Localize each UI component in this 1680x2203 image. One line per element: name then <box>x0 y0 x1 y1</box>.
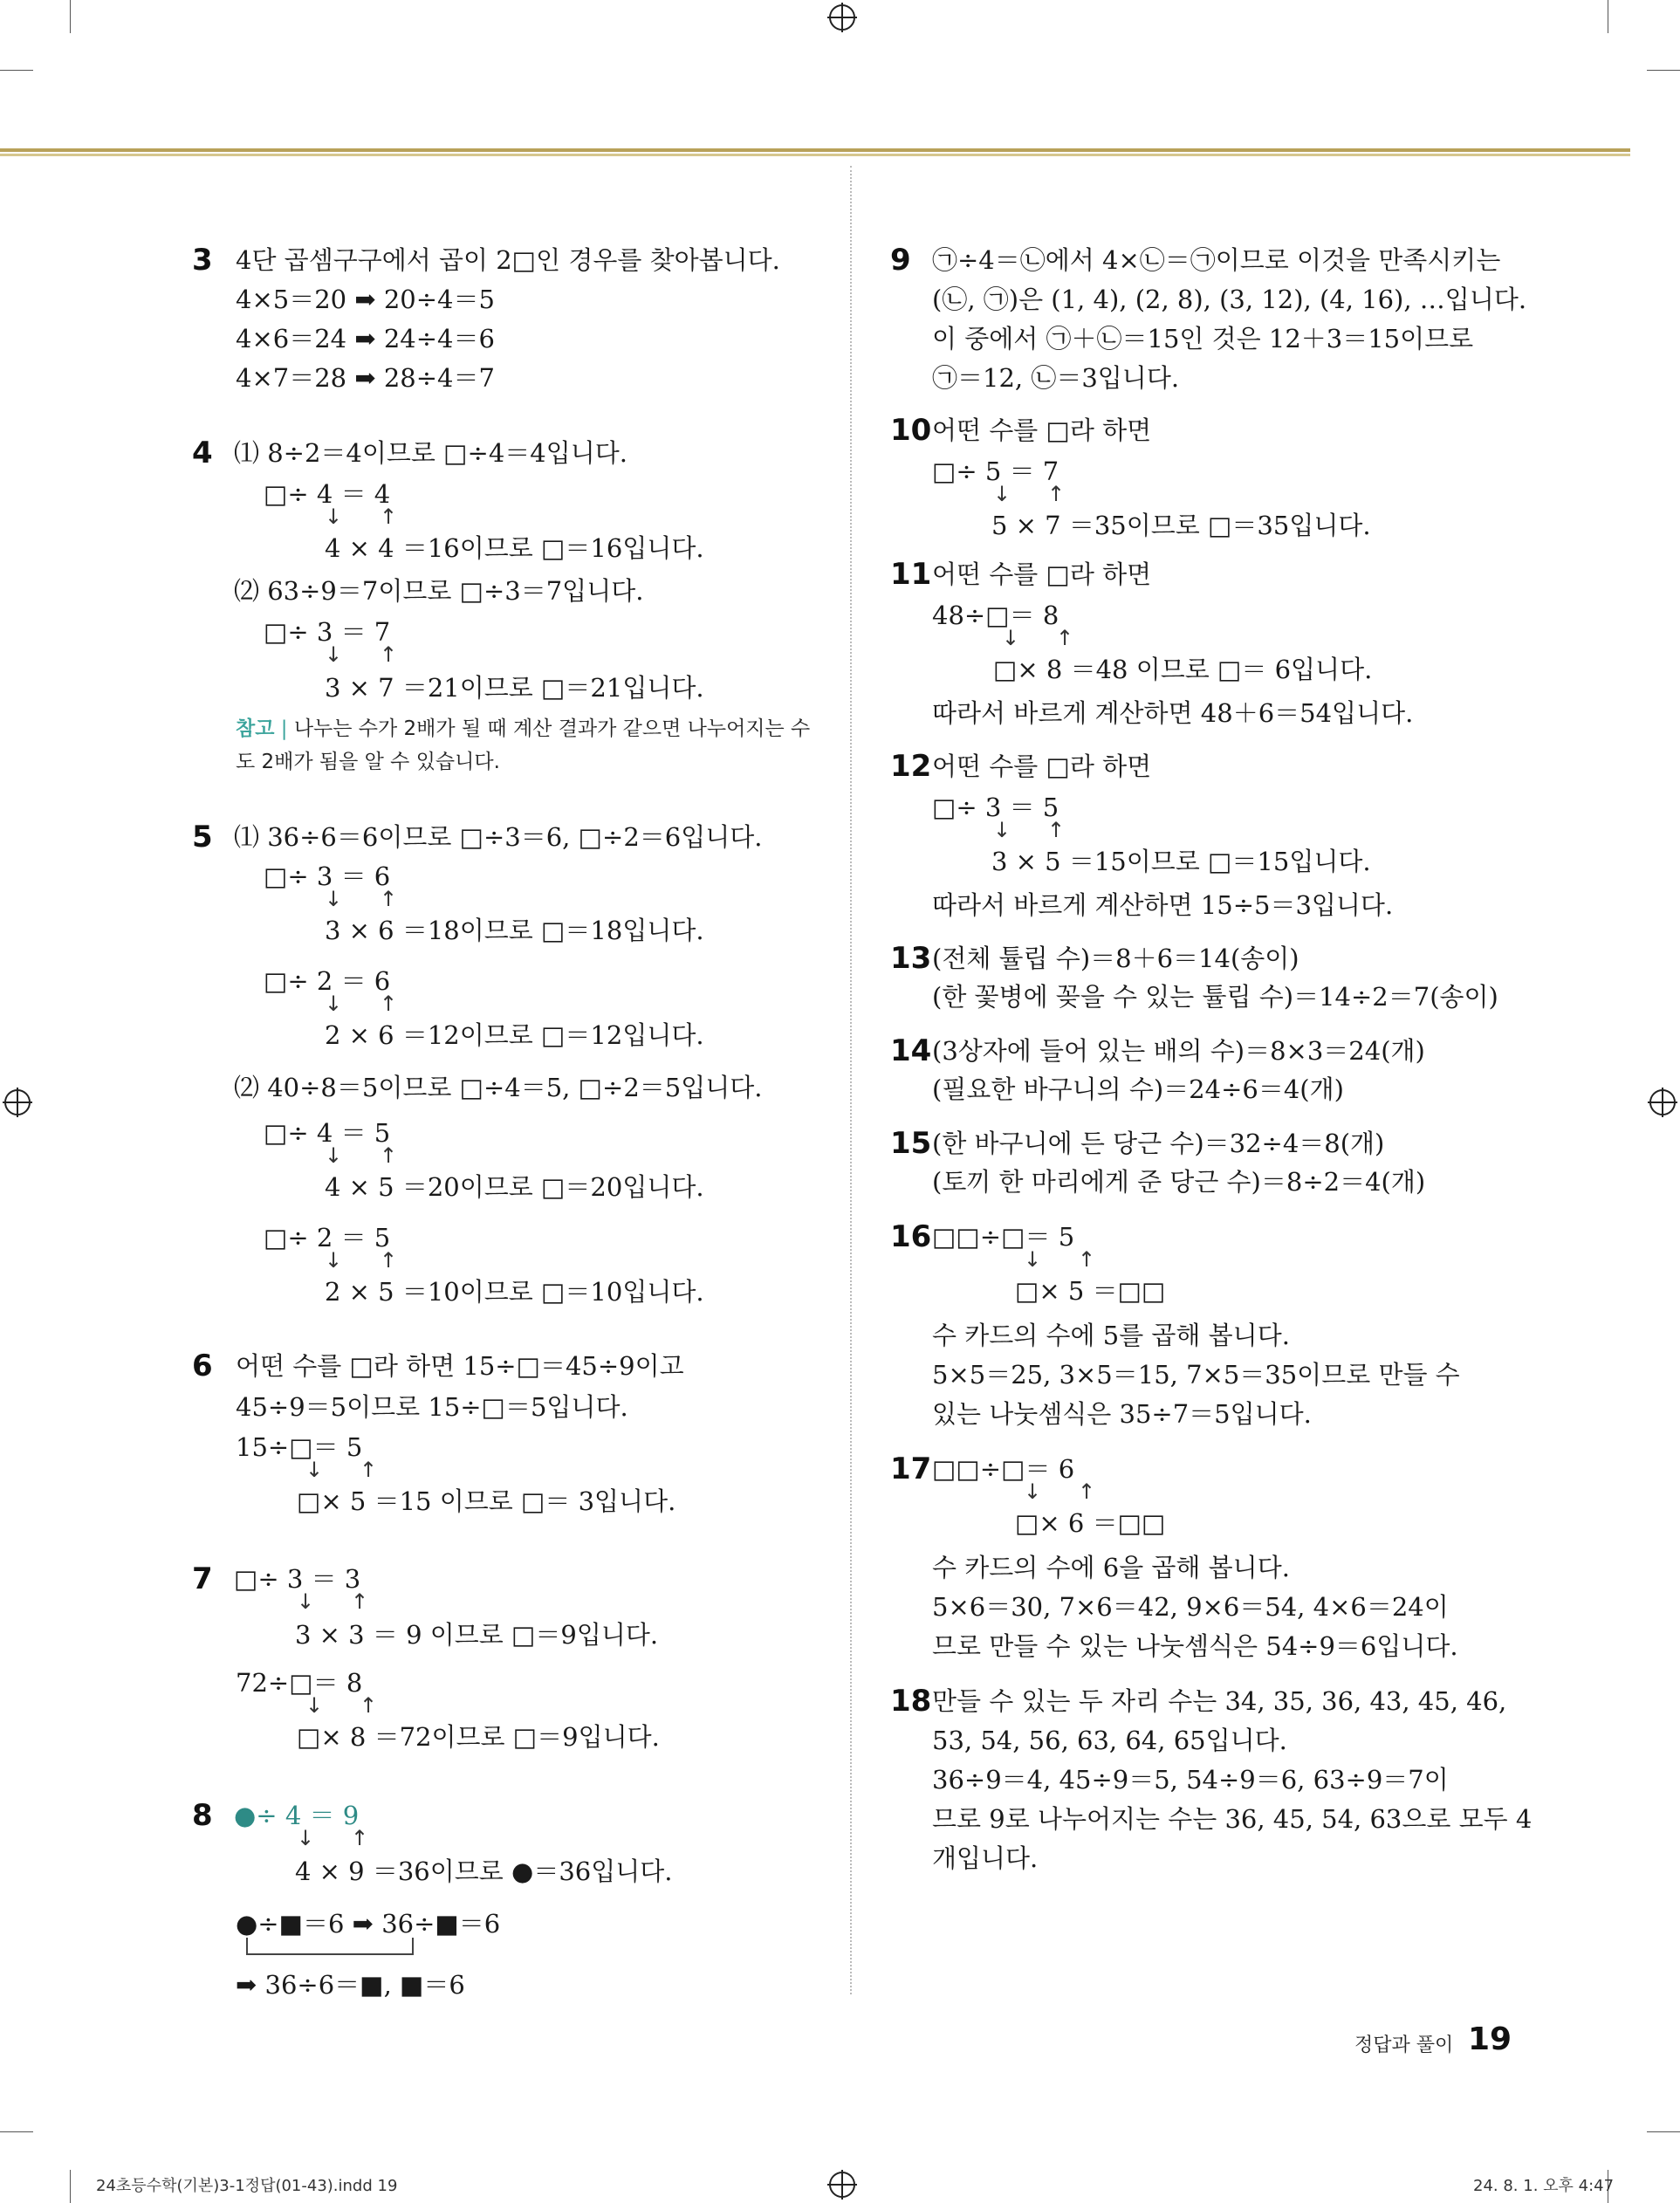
crop-mark <box>1647 2131 1680 2132</box>
up-arrow-icon: ↑ <box>1047 818 1066 842</box>
problem-number: 13 <box>890 941 932 976</box>
up-arrow-icon: ↑ <box>380 992 398 1016</box>
up-arrow-icon: ↑ <box>1078 1479 1096 1504</box>
down-arrow-icon: ↓ <box>325 1248 343 1273</box>
registration-mark-icon <box>829 2172 855 2198</box>
solution-line: 72÷□＝ 8 <box>236 1668 363 1698</box>
solution-line: 어떤 수를 □라 하면 <box>932 751 1152 781</box>
note-text: 나누는 수가 2배가 될 때 계산 결과가 같으면 나누어지는 수 <box>293 717 811 740</box>
down-arrow-icon: ↓ <box>325 887 343 911</box>
registration-mark-icon <box>829 4 855 31</box>
solution-line: □× 8 ＝72이므로 □＝9입니다. <box>297 1722 660 1752</box>
footer-filename: 24초등수학(기본)3-1정답(01-43).indd 19 <box>96 2177 398 2195</box>
note-label: 참고 <box>236 717 275 740</box>
up-arrow-icon: ↑ <box>380 504 398 529</box>
down-arrow-icon: ↓ <box>305 1693 324 1718</box>
header-rule-secondary <box>0 154 1630 156</box>
solution-line: 36÷9＝4, 45÷9＝5, 54÷9＝6, 63÷9＝7이 <box>932 1765 1449 1795</box>
problem-number: 5 <box>192 820 213 854</box>
crop-mark <box>1647 70 1680 71</box>
solution-line: (㉡, ㉠)은 (1, 4), (2, 8), (3, 12), (4, 16), …입니다. <box>932 285 1527 314</box>
solution-line: 어떤 수를 □라 하면 <box>932 559 1152 589</box>
solution-line: □÷ 4 ＝ 4 <box>264 479 391 509</box>
down-arrow-icon: ↓ <box>1024 1479 1042 1504</box>
solution-line: 므로 만들 수 있는 나눗셈식은 54÷9＝6입니다. <box>932 1631 1458 1661</box>
solution-line: □× 5 ＝15 이므로 □＝ 3입니다. <box>297 1486 676 1516</box>
note-line: 참고 | 나누는 수가 2배가 될 때 계산 결과가 같으면 나누어지는 수 <box>236 717 811 740</box>
solution-line: □÷ 3 ＝ 5 <box>932 793 1059 822</box>
solution-line: ㉠÷4＝㉡에서 4×㉡＝㉠이므로 이것을 만족시키는 <box>932 245 1501 275</box>
solution-line: 만들 수 있는 두 자리 수는 34, 35, 36, 43, 45, 46, <box>932 1686 1507 1716</box>
solution-line: 있는 나눗셈식은 35÷7＝5입니다. <box>932 1399 1312 1429</box>
solution-line: 3 × 5 ＝15이므로 □＝15입니다. <box>991 847 1371 876</box>
up-arrow-icon: ↑ <box>380 1143 398 1168</box>
solution-line: □÷ 5 ＝ 7 <box>932 456 1059 486</box>
solution-line: (필요한 바구니의 수)＝24÷6＝4(개) <box>932 1074 1344 1104</box>
registration-mark-icon <box>1649 1089 1676 1115</box>
solution-line: 이 중에서 ㉠＋㉡＝15인 것은 12＋3＝15이므로 <box>932 324 1474 353</box>
solution-line: □× 8 ＝48 이므로 □＝ 6입니다. <box>993 655 1373 684</box>
solution-line: (3상자에 들어 있는 배의 수)＝8×3＝24(개) <box>932 1036 1425 1066</box>
solution-line: □÷ 2 ＝ 6 <box>264 966 391 996</box>
solution-line: 므로 9로 나누어지는 수는 36, 45, 54, 63으로 모두 4 <box>932 1804 1533 1834</box>
header-rule <box>0 148 1630 152</box>
solution-line: ●÷ 4 ＝ 9 <box>234 1801 360 1830</box>
solution-line: 4 × 5 ＝20이므로 □＝20입니다. <box>325 1172 704 1202</box>
solution-line: 따라서 바르게 계산하면 15÷5＝3입니다. <box>932 890 1394 920</box>
solution-line: 4×7＝28 ➡ 28÷4＝7 <box>236 363 495 393</box>
solution-line: 3 × 6 ＝18이므로 □＝18입니다. <box>325 916 704 945</box>
solution-line: 수 카드의 수에 5를 곱해 봅니다. <box>932 1321 1290 1350</box>
solution-line: ㉠＝12, ㉡＝3입니다. <box>932 363 1180 393</box>
up-arrow-icon: ↑ <box>1078 1247 1096 1272</box>
problem-number: 12 <box>890 749 932 784</box>
solution-line: 15÷□＝ 5 <box>236 1432 363 1462</box>
solution-line: 48÷□＝ 8 <box>932 601 1059 630</box>
registration-mark-icon <box>4 1089 31 1115</box>
solution-line: ⑵ 40÷8＝5이므로 □÷4＝5, □÷2＝5입니다. <box>234 1073 763 1102</box>
down-arrow-icon: ↓ <box>1002 626 1020 650</box>
problem-number: 6 <box>192 1349 213 1383</box>
crop-mark <box>0 70 33 71</box>
up-arrow-icon: ↑ <box>1047 482 1066 506</box>
down-arrow-icon: ↓ <box>993 818 1011 842</box>
solution-line: 어떤 수를 □라 하면 <box>932 415 1152 445</box>
problem-number: 10 <box>890 413 932 448</box>
solution-line: 2 × 6 ＝12이므로 □＝12입니다. <box>325 1020 704 1050</box>
solution-line: 어떤 수를 □라 하면 15÷□＝45÷9이고 <box>236 1351 684 1381</box>
solution-line: □□÷□＝ 6 <box>932 1454 1075 1484</box>
solution-line: 2 × 5 ＝10이므로 □＝10입니다. <box>325 1277 704 1307</box>
problem-number: 11 <box>890 557 932 592</box>
up-arrow-icon: ↑ <box>360 1693 378 1718</box>
up-arrow-icon: ↑ <box>380 1248 398 1273</box>
solution-line: 5×5＝25, 3×5＝15, 7×5＝35이므로 만들 수 <box>932 1360 1460 1390</box>
solution-line: 5×6＝30, 7×6＝42, 9×6＝54, 4×6＝24이 <box>932 1592 1449 1622</box>
problem-number: 15 <box>890 1126 932 1161</box>
crop-mark <box>70 2170 71 2203</box>
solution-line: ⑵ 63÷9＝7이므로 □÷3＝7입니다. <box>234 576 644 606</box>
solution-line: 5 × 7 ＝35이므로 □＝35입니다. <box>991 511 1371 540</box>
link-bracket <box>246 1938 414 1955</box>
solution-line: (전체 튤립 수)＝8＋6＝14(송이) <box>932 944 1299 973</box>
solution-line: □× 5 ＝□□ <box>1015 1276 1166 1306</box>
up-arrow-icon: ↑ <box>380 887 398 911</box>
solution-line: 4×5＝20 ➡ 20÷4＝5 <box>236 285 495 314</box>
solution-line: □÷ 3 ＝ 7 <box>264 617 391 647</box>
solution-line: ⑴ 36÷6＝6이므로 □÷3＝6, □÷2＝6입니다. <box>234 822 763 852</box>
solution-line: ➡ 36÷6＝■, ■＝6 <box>236 1970 465 2000</box>
problem-number: 17 <box>890 1452 932 1486</box>
problem-number: 18 <box>890 1684 932 1719</box>
column-divider <box>850 166 852 1994</box>
solution-line: ●÷■＝6 ➡ 36÷■＝6 <box>236 1909 501 1939</box>
problem-number: 7 <box>192 1561 213 1596</box>
down-arrow-icon: ↓ <box>297 1589 315 1614</box>
down-arrow-icon: ↓ <box>325 992 343 1016</box>
down-arrow-icon: ↓ <box>325 504 343 529</box>
solution-line: □÷ 3 ＝ 3 <box>234 1564 361 1594</box>
problem-number: 8 <box>192 1798 213 1833</box>
problem-number: 4 <box>192 436 213 470</box>
note-line: 도 2배가 됨을 알 수 있습니다. <box>236 751 500 773</box>
solution-line: 수 카드의 수에 6을 곱해 봅니다. <box>932 1553 1290 1582</box>
problem-number: 9 <box>890 243 911 278</box>
page-label: 정답과 풀이 <box>1354 2035 1454 2056</box>
page-number: 19 <box>1468 2021 1512 2057</box>
up-arrow-icon: ↑ <box>360 1458 378 1482</box>
solution-line: □÷ 3 ＝ 6 <box>264 861 391 891</box>
solution-line: 개입니다. <box>932 1843 1039 1873</box>
solution-line: 3 × 7 ＝21이므로 □＝21입니다. <box>325 673 704 703</box>
solution-line: □□÷□＝ 5 <box>932 1222 1075 1252</box>
down-arrow-icon: ↓ <box>1024 1247 1042 1272</box>
solution-line: □× 6 ＝□□ <box>1015 1508 1166 1538</box>
solution-line: ⑴ 8÷2＝4이므로 □÷4＝4입니다. <box>234 438 627 468</box>
up-arrow-icon: ↑ <box>351 1589 369 1614</box>
crop-mark <box>0 2131 33 2132</box>
solution-line: □÷ 4 ＝ 5 <box>264 1118 391 1148</box>
down-arrow-icon: ↓ <box>297 1826 315 1850</box>
solution-line: (한 바구니에 든 당근 수)＝32÷4＝8(개) <box>932 1129 1385 1158</box>
footer-timestamp: 24. 8. 1. 오후 4:47 <box>1473 2177 1615 2195</box>
solution-line: 따라서 바르게 계산하면 48＋6＝54입니다. <box>932 698 1414 728</box>
down-arrow-icon: ↓ <box>325 1143 343 1168</box>
solution-line: 3 × 3 ＝ 9 이므로 □＝9입니다. <box>295 1620 659 1650</box>
crop-mark <box>70 0 71 33</box>
down-arrow-icon: ↓ <box>325 642 343 667</box>
down-arrow-icon: ↓ <box>305 1458 324 1482</box>
solution-line: 4 × 9 ＝36이므로 ●＝36입니다. <box>295 1856 673 1886</box>
problem-number: 14 <box>890 1033 932 1068</box>
solution-line: □÷ 2 ＝ 5 <box>264 1223 391 1252</box>
solution-line: (토끼 한 마리에게 준 당근 수)＝8÷2＝4(개) <box>932 1167 1426 1197</box>
problem-number: 3 <box>192 243 213 278</box>
up-arrow-icon: ↑ <box>380 642 398 667</box>
down-arrow-icon: ↓ <box>993 482 1011 506</box>
solution-line: 53, 54, 56, 63, 64, 65입니다. <box>932 1726 1287 1755</box>
up-arrow-icon: ↑ <box>1056 626 1074 650</box>
solution-line: 45÷9＝5이므로 15÷□＝5입니다. <box>236 1392 628 1422</box>
solution-line: (한 꽃병에 꽂을 수 있는 튤립 수)＝14÷2＝7(송이) <box>932 982 1498 1012</box>
solution-line: 4 × 4 ＝16이므로 □＝16입니다. <box>325 533 704 563</box>
problem-number: 16 <box>890 1219 932 1254</box>
up-arrow-icon: ↑ <box>351 1826 369 1850</box>
solution-line: 4단 곱셈구구에서 곱이 2□인 경우를 찾아봅니다. <box>236 245 780 275</box>
solution-line: 4×6＝24 ➡ 24÷4＝6 <box>236 324 495 353</box>
